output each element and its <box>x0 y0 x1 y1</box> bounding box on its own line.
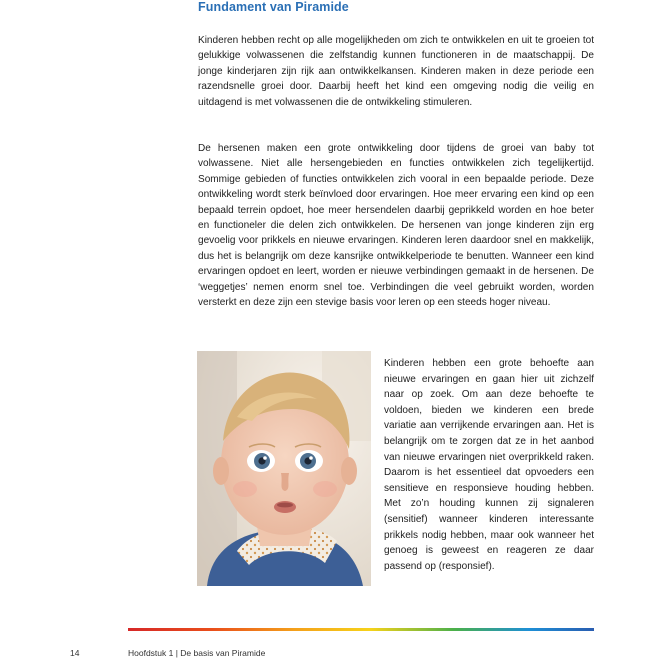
page-number: 14 <box>70 648 80 658</box>
baby-photo <box>197 351 371 586</box>
page-title: Fundament van Piramide <box>198 0 349 14</box>
chapter-label: Hoofdstuk 1 | De basis van Piramide <box>128 648 266 658</box>
footer-color-bar <box>128 628 594 631</box>
brain-development-paragraph: De hersenen maken een grote ontwikkeling door tijdens de groei van baby tot volwassene. Niet alle hersengebieden en functies ontwikkelen zich tegelijkertijd. Sommige gebieden of functies ontwikkelen zich vooral in een bepaalde periode. Deze ontwikkeling wordt sterk beïnvloed door ervaringen. Hoe meer ervaring een kind op een bepaald terrein opdoet, hoe meer hersendelen daarbij geprikkeld worden en hoe beter en functioneler die delen zich ontwikkelen. De hersenen van jonge kinderen zijn erg gevoelig voor prikkels en nieuwe ervaringen. Kinderen leren daardoor snel en makkelijk, dus het is belangrijk om deze kansrijke ontwikkelperiode te benutten. Wanneer een kind ervaringen opdoet en leert, worden er nieuwe verbindingen gemaakt in de hersenen. De ‘weggetjes’ nemen enorm snel toe. Verbindingen die veel gebruikt worden, worden versterkt en deze zijn een stevige basis voor leren op een steeds hoger niveau. <box>198 143 594 309</box>
needs-paragraph: Kinderen hebben een grote behoefte aan nieuwe ervaringen en gaan hier uit zichzelf naar op zoek. Om aan deze behoefte te voldoen, bieden we kinderen een brede variatie aan verrijkende ervaringen aan. Het is belangrijk om te zorgen dat ze in het aanbod van nieuwe ervaringen niet overprikkeld raken. Daarom is het essentieel dat opvoeders een sensitieve en responsieve houding hebben. Met zo’n houding kunnen zij signaleren (sensitief) wanneer kinderen interessante prikkels nodig hebben, maar ook wanneer het genoeg is geweest en reageren ze daar passend op (responsief). <box>384 358 594 572</box>
intro-paragraph: Kinderen hebben recht op alle mogelijkheden om zich te ontwikkelen en uit te groeien tot gelukkige volwassenen die zelfstandig kunnen functioneren in de maatschappij. De jonge kinderjaren zijn rijk aan ontwikkelkansen. Kinderen maken in deze periode een razendsnelle groei door. Daarbij heeft het kind een omgeving nodig die veilig en uitdagend is met volwassenen die de ontwikkeling stimuleren. <box>198 35 594 108</box>
